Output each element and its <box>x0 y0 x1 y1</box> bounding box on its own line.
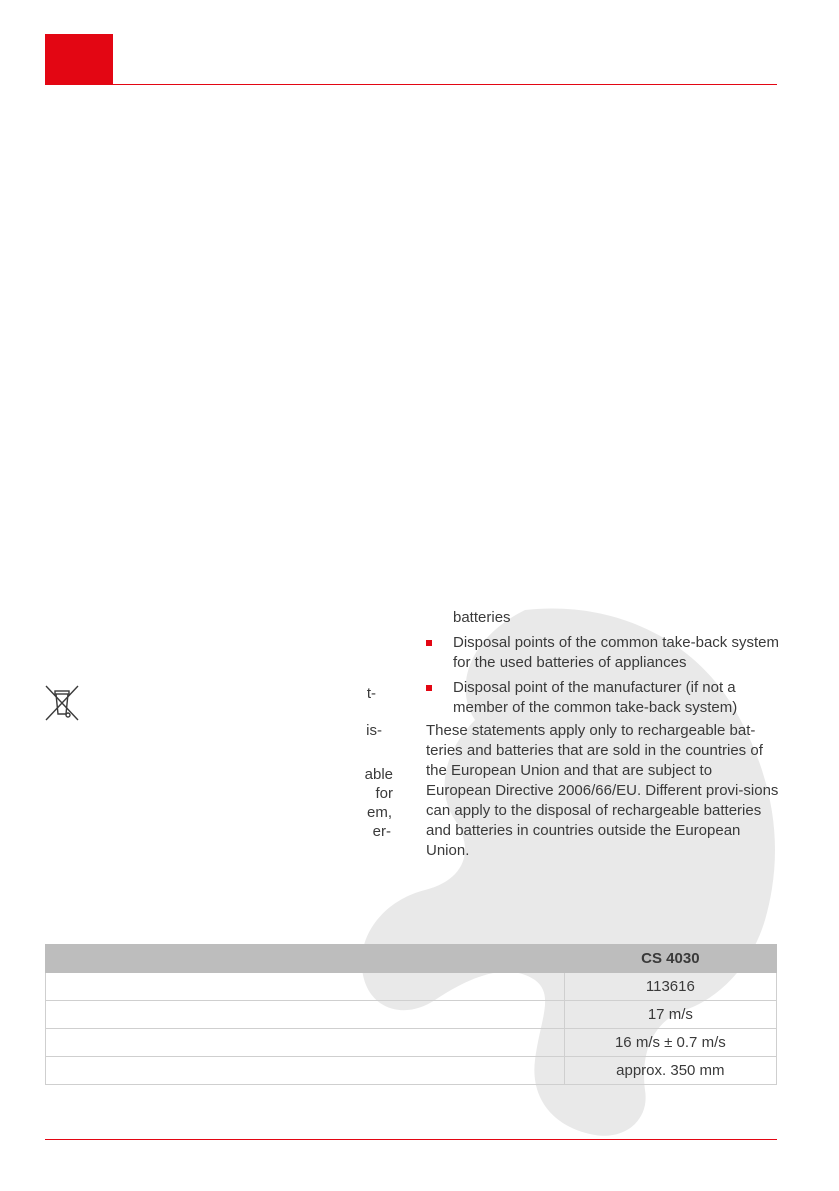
crossed-out-wheelie-bin-icon <box>44 684 80 722</box>
row-value-cell: 17 m/s <box>564 1001 776 1029</box>
row-label-cell <box>46 1057 565 1085</box>
row-value-cell: 113616 <box>564 973 776 1001</box>
row-value-cell: approx. 350 mm <box>564 1057 776 1085</box>
text-fragment: er- <box>372 823 391 840</box>
red-square-bullet-icon <box>426 685 432 691</box>
row-value-cell: 16 m/s ± 0.7 m/s <box>564 1029 776 1057</box>
list-item <box>426 633 781 673</box>
footer-rule <box>45 1139 777 1140</box>
table-row <box>46 1029 777 1057</box>
table-row <box>46 973 777 1001</box>
disposal-text-column <box>426 608 781 861</box>
text-fragment: able <box>364 766 393 783</box>
header-rule <box>45 84 777 85</box>
directive-paragraph: These statements apply only to rechargeable bat-teries and batteries that are sold in the countries of the European Union and that are subject to European Directive 2006/66/EU. Different provi-sions can apply to the disposal of rechargeable batteries and batteries in countries outside the European Union. <box>426 722 779 859</box>
list-item-text: Disposal points of the common take-back system for the used batteries of appliances <box>453 634 779 671</box>
continued-list-item: batteries <box>453 609 511 626</box>
table-row <box>46 1001 777 1029</box>
text-fragment: t- <box>366 685 376 702</box>
header-model-cell: CS 4030 <box>564 945 776 973</box>
row-label-cell <box>46 973 565 1001</box>
technical-data-table <box>45 944 777 1085</box>
list-item <box>426 678 781 718</box>
text-fragment: for <box>375 785 393 802</box>
red-square-bullet-icon <box>426 640 432 646</box>
table-header-row <box>46 945 777 973</box>
row-label-cell <box>46 1029 565 1057</box>
list-item-text: Disposal point of the manufacturer (if not a member of the common take-back system) <box>453 679 738 716</box>
chapter-tab <box>45 34 113 85</box>
text-fragment: is- <box>366 722 382 739</box>
row-label-cell <box>46 1001 565 1029</box>
text-fragment: em, <box>366 804 392 821</box>
table-row <box>46 1057 777 1085</box>
header-label-cell <box>46 945 565 973</box>
